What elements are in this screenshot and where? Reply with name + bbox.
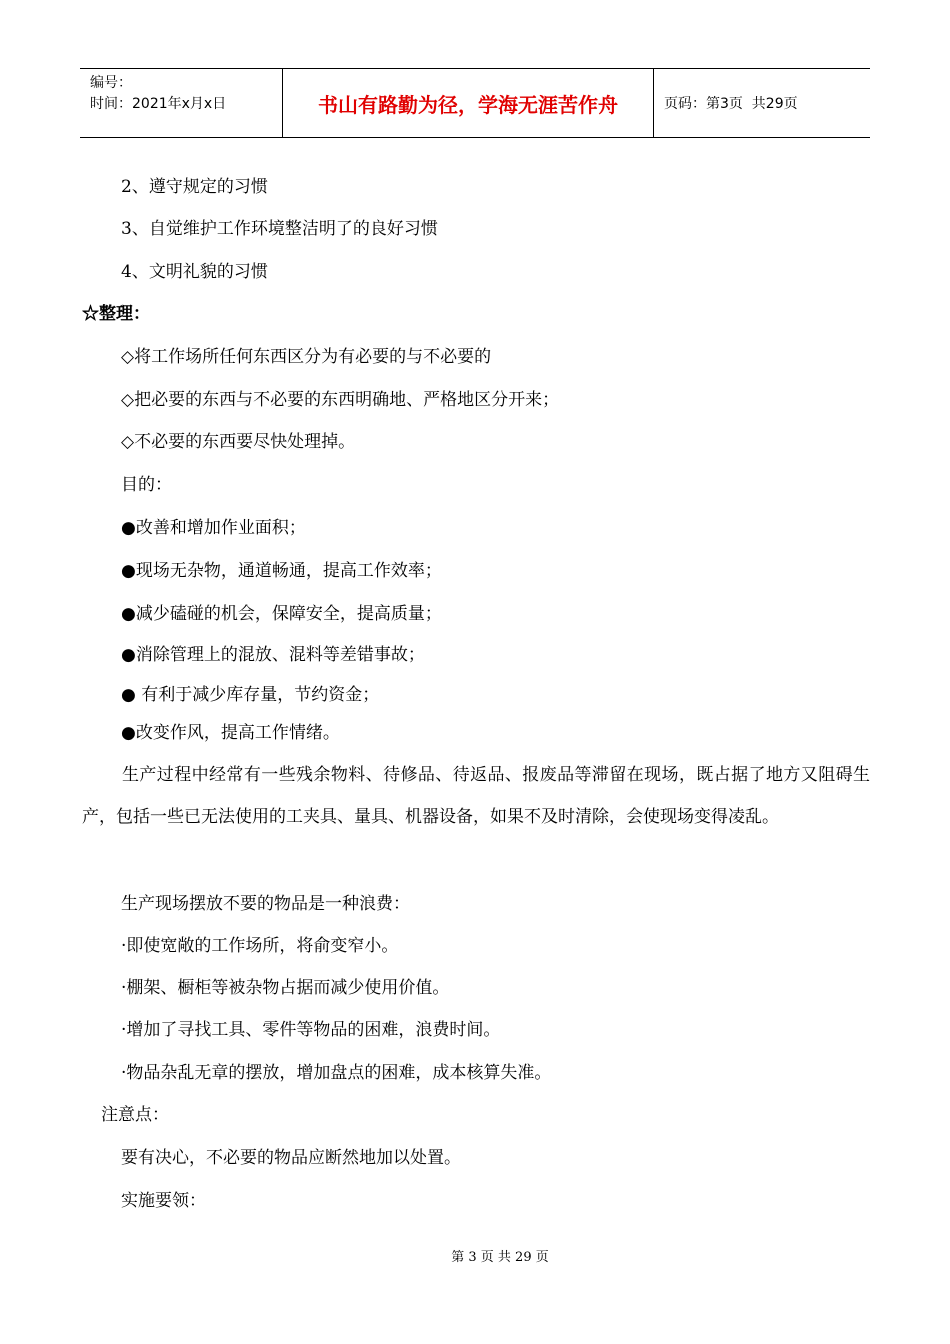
purpose-item-5: ● 有利于减少库存量，节约资金； (121, 685, 380, 705)
notes-item-1: 要有决心，不必要的物品应断然地加以处置。 (121, 1148, 461, 1168)
waste-item-4: ·物品杂乱无章的摆放，增加盘点的困难，成本核算失准。 (121, 1063, 552, 1083)
purpose-item-3: ●减少磕碰的机会，保障安全，提高质量； (121, 604, 442, 624)
purpose-item-1: ●改善和增加作业面积； (121, 518, 306, 538)
section-heading-seiri: ☆整理： (82, 304, 150, 324)
purpose-item-6: ●改变作风，提高工作情绪。 (121, 723, 340, 743)
waste-item-1: ·即使宽敞的工作场所，将俞变窄小。 (121, 936, 399, 956)
habit-item-4: 4、文明礼貌的习惯 (121, 262, 268, 282)
implementation-label: 实施要领： (121, 1191, 206, 1211)
seiri-point-3: ◇不必要的东西要尽快处理掉。 (121, 432, 356, 452)
purpose-item-4: ●消除管理上的混放、混料等差错事故； (121, 645, 425, 665)
seiri-point-2: ◇把必要的东西与不必要的东西明确地、严格地区分开来； (121, 390, 560, 410)
purpose-label: 目的： (121, 475, 172, 495)
document-number: 编号： (90, 75, 132, 91)
seiri-point-1: ◇将工作场所任何东西区分为有必要的与不必要的 (121, 347, 492, 367)
waste-heading: 生产现场摆放不要的物品是一种浪费： (121, 894, 410, 914)
header-page-info (654, 69, 870, 137)
header-motto: 书山有路勤为径，学海无涯苦作舟 (282, 69, 654, 137)
body-paragraph: 生产过程中经常有一些残余物料、待修品、待返品、报废品等滞留在现场，既占据了地方又阻碍生产，包括一些已无法使用的工夹具、量具、机器设备，如果不及时清除，会使现场变得凌乱。 (82, 765, 870, 827)
header-meta (80, 69, 282, 137)
header-page-label: 页码：第3页 共29页 (664, 96, 798, 112)
page-footer: 第 3 页 共 29 页 (451, 1250, 549, 1265)
page-header (80, 68, 870, 138)
habit-item-3: 3、自觉维护工作环境整洁明了的良好习惯 (121, 219, 438, 239)
habit-item-2: 2、遵守规定的习惯 (121, 177, 268, 197)
waste-item-2: ·棚架、橱柜等被杂物占据而减少使用价值。 (121, 978, 450, 998)
purpose-item-2: ●现场无杂物，通道畅通，提高工作效率； (121, 561, 442, 581)
notes-label: 注意点： (101, 1105, 169, 1125)
waste-item-3: ·增加了寻找工具、零件等物品的困难，浪费时间。 (121, 1020, 501, 1040)
document-date: 时间：2021年x月x日 (90, 96, 227, 112)
